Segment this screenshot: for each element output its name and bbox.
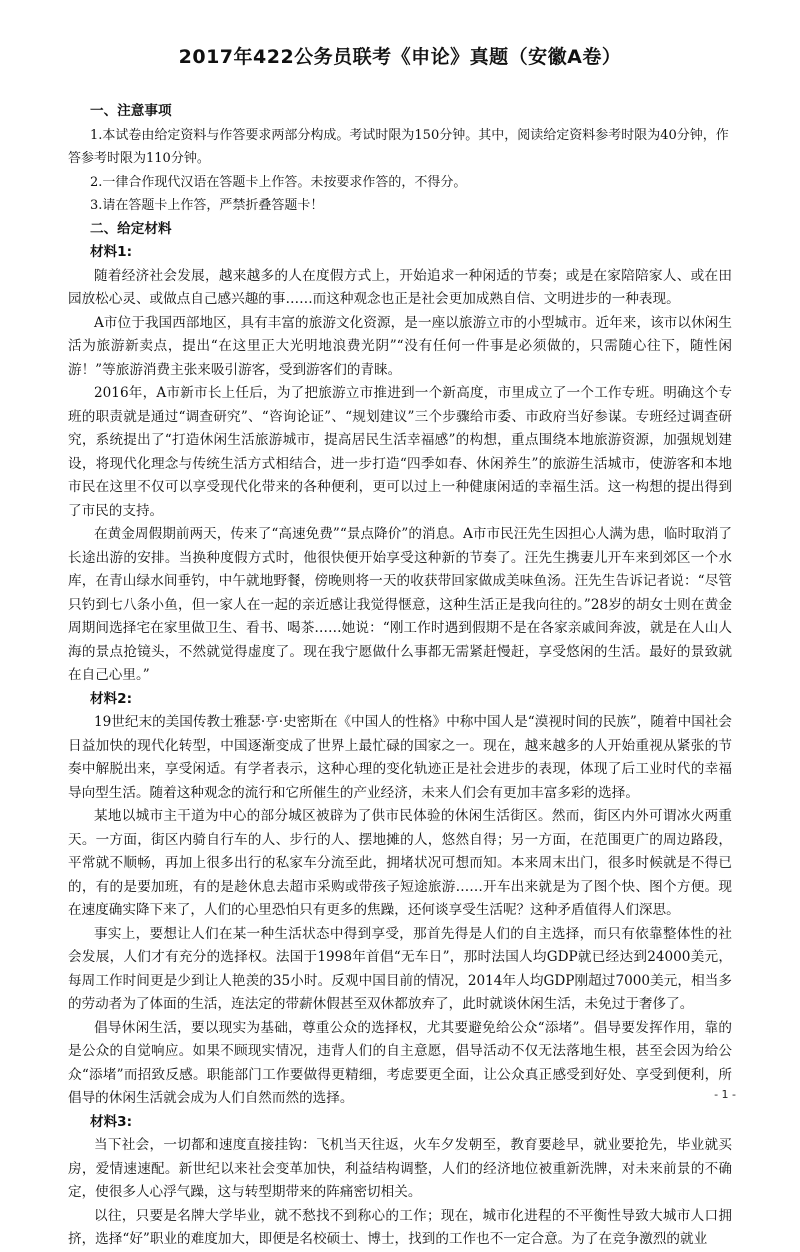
- paragraph: 倡导休闲生活，要以现实为基础，尊重公众的选择权，尤其要避免给公众“添堵”。倡导要发挥作用，靠的是公众的自觉响应。如果不顾现实情况，违背人们的自主意愿，倡导活动不仅无法落地生根，甚至会因为给公众“添堵”而招致反感。职能部门工作要做得更精细，考虑要更全面，让公众真正感受到好处、享受到便利，所倡导的休闲生活就会成为人们自然而然的选择。: [68, 1019, 732, 1106]
- document-body: [68, 100, 732, 1252]
- section-heading-materials: 二、给定材料: [90, 220, 172, 237]
- paragraph: 2016年，A市新市长上任后，为了把旅游立市推进到一个新高度，市里成立了一个工作专班。明确这个专班的职责就是通过“调查研究”、“咨询论证”、“规划建议”三个步骤给市委、市政府当好参谋。专班经过调查研究，系统提出了“打造休闲生活旅游城市，提高居民生活幸福感”的构想，重点围绕本地旅游资源，加强规划建设，将现代化理念与传统生活方式相结合，进一步打造“四季如春、休闲养生”的旅游生活城市，使游客和本地市民在这里不仅可以享受现代化带来的各种便利，更可以过上一种健康闲适的幸福生活。这一构想的提出得到了市民的支持。: [68, 385, 732, 519]
- paragraph: 事实上，要想让人们在某一种生活状态中得到享受，那首先得是人们的自主选择，而只有依靠整体性的社会发展，人们才有充分的选择权。法国于1998年首倡“无车日”，那时法国人均GDP就已经达到24000美元，每周工作时间更是少到让人艳羡的35小时。反观中国目前的情况，2014年人均GDP刚超过7000美元，相当多的劳动者为了体面的生活，连法定的带薪休假甚至双休都放弃了，此时就谈休闲生活，未免过于奢侈了。: [68, 925, 732, 1012]
- paragraph: A市位于我国西部地区，具有丰富的旅游文化资源，是一座以旅游立市的小型城市。近年来，该市以休闲生活为旅游新卖点，提出“在这里正大光明地浪费光阴”“没有任何一件事是必须做的，只需随心往下，随性闲游！”等旅游消费主张来吸引游客，受到游客们的青睐。: [68, 314, 732, 378]
- section-heading-notes: 一、注意事项: [90, 103, 172, 119]
- document-title: 2017年422公务员联考《申论》真题（安徽A卷）: [178, 46, 622, 68]
- note-item: 2.一律合作现代汉语在答题卡上作答。未按要求作答的，不得分。: [90, 174, 467, 190]
- material-label-3: 材料3:: [90, 1113, 133, 1130]
- paragraph: 19世纪末的美国传教士雅瑟·亨·史密斯在《中国人的性格》中称中国人是“漠视时间的民族”，随着中国社会日益加快的现代化转型，中国逐渐变成了世界上最忙碌的国家之一。现在，越来越多的人开始重视从紧张的节奏中解脱出来，享受闲适。有学者表示，这种心理的变化轨迹正是社会进步的表现，体现了后工业时代的幸福导向型生活。随着这种观念的流行和它所催生的产业经济，未来人们会有更加丰富多彩的选择。: [68, 714, 732, 801]
- material-label-2: 材料2:: [90, 690, 133, 707]
- note-item: 3.请在答题卡上作答，严禁折叠答题卡！: [90, 198, 324, 213]
- paragraph: 以往，只要是名牌大学毕业，就不愁找不到称心的工作；现在，城市化进程的不平衡性导致大城市人口拥挤，选择“好”职业的难度加大，即便是名校硕士、博士，找到的工作也不一定合意。为了在竞争激烈的就业: [68, 1207, 732, 1247]
- page-number: - 1 -: [714, 1088, 736, 1101]
- paragraph: 随着经济社会发展，越来越多的人在度假方式上，开始追求一种闲适的节奏；或是在家陪陪家人、或在田园放松心灵、或做点自己感兴趣的事……而这种观念也正是社会更加成熟自信、文明进步的一种表现。: [68, 267, 732, 307]
- paragraph: 在黄金周假期前两天，传来了“高速免费”“景点降价”的消息。A市市民汪先生因担心人满为患，临时取消了长途出游的安排。当换种度假方式时，他很快便开始享受这种新的节奏了。汪先生携妻儿开车来到郊区一个水库，在青山绿水间垂钓，中午就地野餐，傍晚则将一天的收获带回家做成美味鱼汤。汪先生告诉记者说：“尽管只钓到七八条小鱼，但一家人在一起的亲近感让我觉得惬意，这种生活正是我向往的。”28岁的胡女士则在黄金周期间选择宅在家里做卫生、看书、喝茶……她说：“刚工作时遇到假期不是在各家亲戚间奔波，就是在人山人海的景点抢镜头，不然就觉得虚度了。现在我宁愿做什么事都无需紧赶慢赶，享受悠闲的生活。最好的景致就在自己心里。”: [68, 526, 732, 683]
- material-label-1: 材料1:: [90, 244, 133, 260]
- note-item: 1.本试卷由给定资料与作答要求两部分构成。考试时限为150分钟。其中，阅读给定资料参考时限为40分钟，作答参考时限为110分钟。: [68, 127, 729, 166]
- paragraph: 某地以城市主干道为中心的部分城区被辟为了供市民体验的休闲生活街区。然而，街区内外可谓冰火两重天。一方面，街区内骑自行车的人、步行的人、摆地摊的人，悠然自得；另一方面，在范围更广的周边路段，平常就不顺畅，再加上很多出行的私家车分流至此，拥堵状况可想而知。本来周末出门，很多时候就是不得已的，有的是要加班，有的是趁休息去超市采购或带孩子短途旅游……开车出来就是为了图个快、图个方便。现在速度确实降下来了，人们的心里恐怕只有更多的焦躁，还何谈享受生活呢？这种矛盾值得人们深思。: [68, 808, 732, 918]
- paragraph: 当下社会，一切都和速度直接挂钩：飞机当天往返，火车夕发朝至，教育要趁早，就业要抢先，毕业就买房，爱情速速配。新世纪以来社会变革加快，利益结构调整，人们的经济地位被重新洗牌，对未来前景的不确定，使很多人心浮气躁，这与转型期带来的阵痛密切相关。: [68, 1137, 732, 1200]
